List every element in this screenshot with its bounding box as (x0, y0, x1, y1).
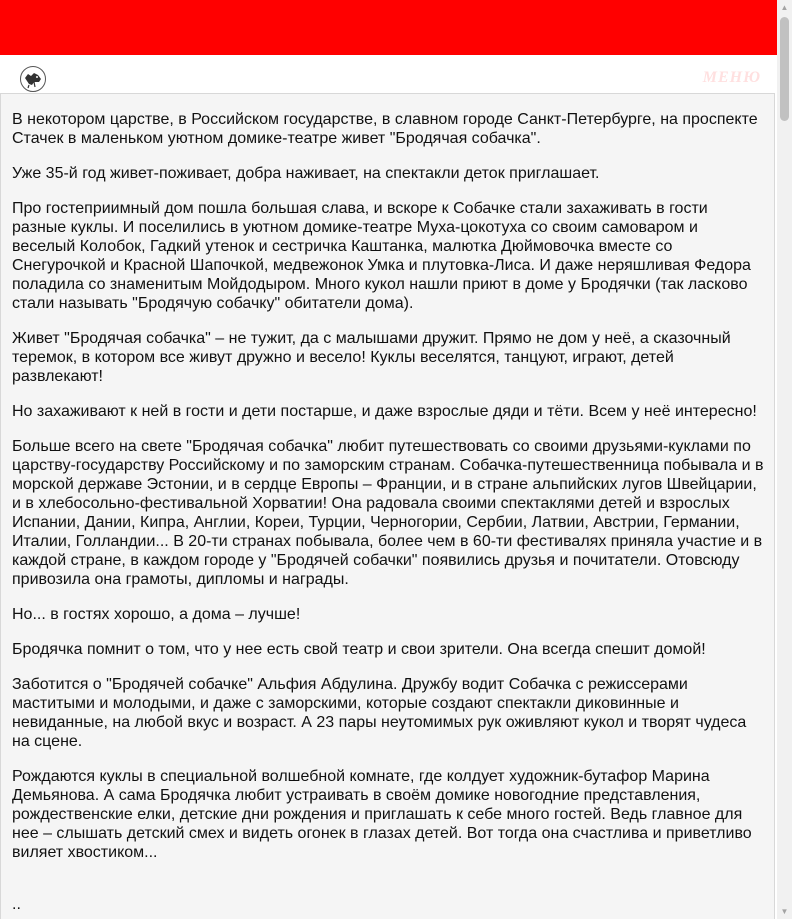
scroll-thumb[interactable] (780, 17, 789, 121)
article-paragraph: Бродячка помнит о том, что у нее есть свой театр и свои зрители. Она всегда спешит домой! (12, 641, 706, 658)
dog-logo-icon[interactable] (19, 65, 47, 93)
scrollbar[interactable] (777, 0, 792, 919)
menu-button[interactable]: МЕНЮ (702, 69, 761, 86)
article-paragraph: Рождаются куклы в специальной волшебной комнате, где колдует художник-бутафор Марина Демьянова. А сама Бродячка любит устраивать в своём домике новогодние представления, рождественские елки, детские дни рождения и приглашать к себе много гостей. Ведь главное для нее – слышать детский смех и видеть огонек в глазах детей. Вот тогда она счастлива и приветливо виляет хвостиком... (12, 768, 752, 861)
article-paragraph: Больше всего на свете "Бродячая собачка" любит путешествовать со своими друзьями-куклами по царству-государству Российскому и по заморским странам. Собачка-путешественница побывала и в морской державе Эстонии, и в сердце Европы – Франции, и в стране альпийских лугов Швейцарии, и в хлебосольно-фестивальной Хорватии! Она радовала своими спектаклями детей и взрослых Испании, Дании, Кипра, Англии, Кореи, Турции, Черногории, Сербии, Латвии, Австрии, Германии, Италии, Голландии... В 20-ти странах побывала, более чем в 60-ти фестивалях приняла участие и в каждой стране, в каждом городе у "Бродячей собачки" появились друзья и почитатели. Отовсюду привозила она грамоты, дипломы и награды. (12, 438, 764, 588)
article-paragraph: Но... в гостях хорошо, а дома – лучше! (12, 606, 301, 623)
article-paragraph: Уже 35-й год живет-поживает, добра наживает, на спектакли деток приглашает. (12, 165, 600, 182)
article-paragraph: В некотором царстве, в Российском государстве, в славном городе Санкт-Петербурге, на проспекте Стачек в маленьком уютном домике-театре живет "Бродячая собачка". (12, 111, 758, 147)
article-paragraph: Но захаживают к ней в гости и дети постарше, и даже взрослые дяди и тёти. Всем у неё интересно! (12, 403, 757, 420)
scroll-down-arrow-icon[interactable]: ▼ (780, 907, 789, 916)
trailing-dots: .. (12, 896, 21, 913)
navbar (0, 55, 777, 93)
scroll-up-arrow-icon[interactable]: ▲ (780, 3, 789, 12)
article-paragraph: Про гостеприимный дом пошла большая слава, и вскоре к Собачке стали захаживать в гости разные куклы. И поселились в уютном домике-театре Муха-цокотуха со своим самоваром и веселый Колобок, Гадкий утенок и сестричка Каштанка, малютка Дюймовочка вместе со Снегурочкой и Красной Шапочкой, медвежонок Умка и плутовка-Лиса. И даже неряшливая Федора поладила со знаменитым Мойдодыром. Много кукол нашли приют в доме у Бродячки (так ласково стали называть "Бродячую собачку" обитатели дома). (12, 200, 751, 312)
article-content (0, 93, 775, 919)
article-paragraph: Живет "Бродячая собачка" – не тужит, да с малышами дружит. Прямо не дом у неё, а сказочный теремок, в котором все живут дружно и весело! Куклы веселятся, танцуют, играют, детей развлекают! (12, 330, 731, 385)
top-banner (0, 0, 777, 55)
article-paragraph: Заботится о "Бродячей собачке" Альфия Абдулина. Дружбу водит Собачка с режиссерами маститыми и молодыми, и даже с заморскими, которые создают спектакли диковинные и невиданные, на любой вкус и возраст. А 23 пары неутомимых рук оживляют кукол и творят чудеса на сцене. (12, 676, 747, 750)
